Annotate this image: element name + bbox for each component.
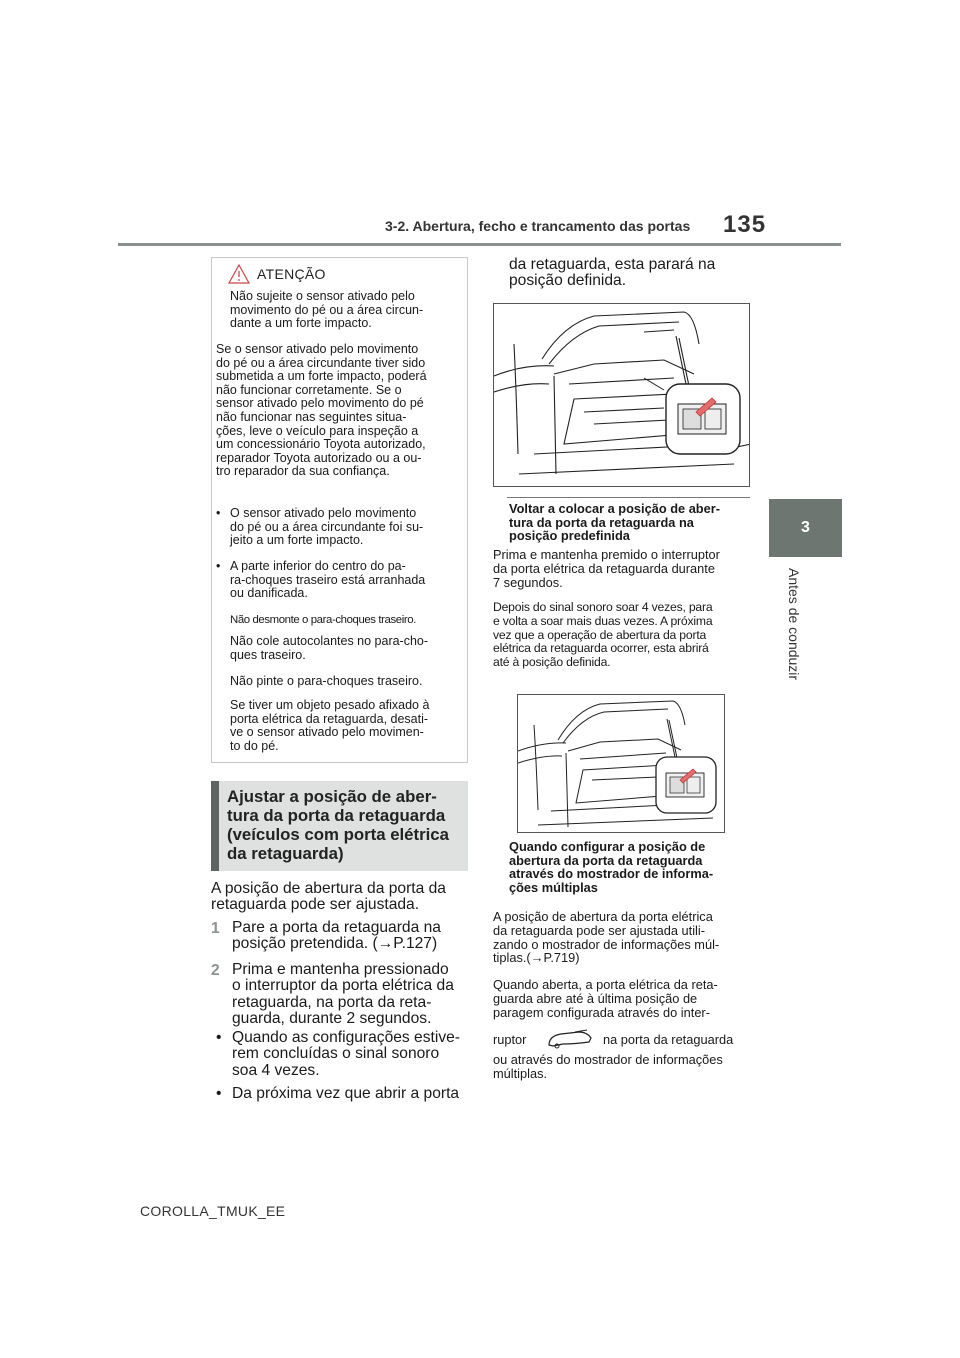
figure-tailgate-switch-1 (493, 303, 750, 487)
figure-tailgate-switch-2 (517, 694, 725, 833)
subheading-mid-display: Quando configurar a posição de abertura da porta da retaguarda através do mostrador de informa- ções múltiplas (509, 839, 714, 895)
inline-text-tailgate: na porta da retaguarda (603, 1032, 734, 1047)
warning-intro: Não sujeite o sensor ativado pelo movimento do pé ou a área circun- dante a um forte impacto. (230, 289, 424, 331)
warning-title: ATENÇÃO (257, 266, 326, 282)
bullet-dot: • (216, 1029, 222, 1046)
warning-note: Se tiver um objeto pesado afixado à porta elétrica da retaguarda, desati- ve o sensor ativado pelo movimen- to do pé. (230, 698, 430, 753)
tailgate-switch-icon (545, 1028, 595, 1050)
step-text: Prima e mantenha pressionado o interruptor da porta elétrica da retaguarda, na porta da reta- guarda, durante 2 segundos. (232, 961, 454, 1028)
warning-note: Não cole autocolantes no para-cho- ques traseiro. (230, 634, 429, 662)
bullet-dot: • (216, 559, 221, 573)
warning-header (212, 258, 467, 288)
chapter-tab (769, 499, 842, 557)
step-number: 1 (211, 920, 220, 937)
final-paragraph: ou através do mostrador de informações múltiplas. (493, 1052, 723, 1081)
bullet-text: Da próxima vez que abrir a porta (232, 1085, 460, 1102)
section-heading-box (211, 781, 468, 871)
intro-paragraph: A posição de abertura da porta da retaguarda pode ser ajustada. (211, 880, 446, 914)
warning-bullet: • O sensor ativado pelo movimento do pé ou a área circundante foi su- jeito a um forte impacto. (216, 506, 424, 548)
section-heading: Ajustar a posição de aber- tura da porta da retaguarda (veículos com porta elétrica da retaguarda) (227, 787, 449, 863)
subheading-divider (507, 497, 750, 498)
page-number: 135 (723, 211, 767, 238)
running-header-section: 3-2. Abertura, fecho e trancamento das portas (385, 218, 691, 234)
chapter-title-text: Antes de conduzir (786, 568, 802, 681)
footer-document-code: COROLLA_TMUK_EE (140, 1203, 286, 1219)
tailgate-illustration (494, 304, 750, 487)
reset-paragraph-detail: Depois do sinal sonoro soar 4 vezes, para e volta a soar mais duas vezes. A próxima vez que a operação de abertura da porta elétrica da retaguarda ocorrer, esta abrirá até à posição definida. (493, 600, 713, 670)
tailgate-illustration (518, 695, 725, 833)
warning-bullet: • A parte inferior do centro do pa- ra-choques traseiro está arranhada ou danificada. (216, 559, 426, 601)
warning-note: Não desmonte o para-choques traseiro. (230, 614, 416, 626)
warning-box (211, 257, 468, 763)
step-number: 2 (211, 962, 220, 979)
chapter-number: 3 (801, 519, 810, 536)
mid-paragraph: A posição de abertura da porta elétrica da retaguarda pode ser ajustada utili- zando o mostrador de informações múl- tiplas.(→P.719) (493, 909, 720, 966)
bullet-dot: • (216, 506, 221, 520)
warning-triangle-icon (228, 264, 250, 284)
warning-note: Não pinte o para-choques traseiro. (230, 674, 423, 688)
bullet-text: Quando as configurações estive- rem concluídas o sinal sonoro soa 4 vezes. (232, 1029, 460, 1079)
continuation-text: da retaguarda, esta parará na posição definida. (509, 256, 716, 290)
warning-paragraph: Se o sensor ativado pelo movimento do pé ou a área circundante tiver sido submetida a um forte impacto, poderá não funcionar corretamente. Se o sensor ativado pelo movimento do pé não funcionar nas seguintes situa- ções, leve o veículo para inspeção a um concessionário Toyota autorizado, reparador Toyota autorizado ou a ou- tro reparador da sua confiança. (216, 342, 427, 479)
inline-text-ruptor: ruptor (493, 1032, 527, 1047)
subheading-reset-position: Voltar a colocar a posição de aber- tura da porta da retaguarda na posição predefinida (509, 501, 720, 544)
reset-paragraph: Prima e mantenha premido o interruptor da porta elétrica da retaguarda durante 7 segundos. (493, 547, 720, 590)
step-text: Pare a porta da retaguarda na posição pretendida. (→P.127) (232, 919, 441, 953)
mid-paragraph-opening: Quando aberta, a porta elétrica da reta- guarda abre até à última posição de paragem configurada através do inter- (493, 977, 718, 1020)
header-divider (118, 243, 841, 246)
chapter-title (782, 568, 808, 748)
bullet-dot: • (216, 1085, 222, 1102)
